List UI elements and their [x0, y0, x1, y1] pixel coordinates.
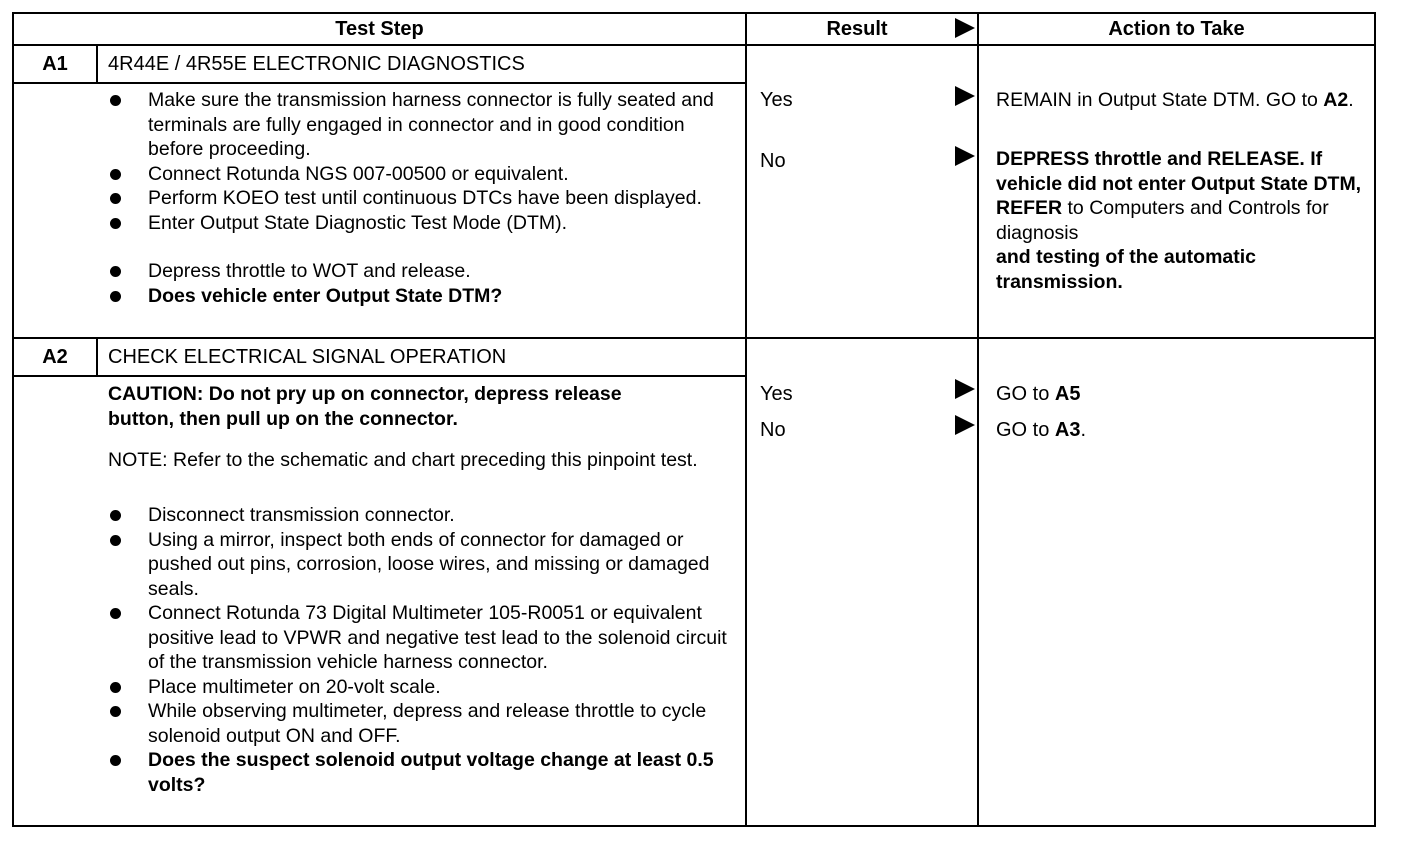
list-item: While observing multimeter, depress and release throttle to cycle solenoid output ON and OFF.	[110, 699, 740, 748]
a2-note: NOTE: Refer to the schematic and chart preceding this pinpoint test.	[108, 449, 698, 471]
refer-keyword: REFER	[996, 197, 1063, 219]
a1-action-yes: REMAIN in Output State DTM. GO to A2.	[996, 89, 1354, 111]
header-action: Action to Take	[1108, 18, 1245, 40]
header-arrow-icon	[955, 18, 975, 38]
a1-result-yes: Yes	[760, 89, 793, 111]
header-test-step: Test Step	[335, 18, 424, 40]
list-item: Perform KOEO test until continuous DTCs have been displayed.	[110, 186, 740, 211]
a2-result-no: No	[760, 419, 786, 441]
id-divider-a1	[96, 44, 98, 84]
pinpoint-test-table	[12, 12, 1376, 827]
id-divider-a2	[96, 339, 98, 377]
list-item: Enter Output State Diagnostic Test Mode (DTM).	[110, 211, 740, 236]
list-item: Using a mirror, inspect both ends of connector for damaged or pushed out pins, corrosion, loose wires, and missing or damaged seals.	[110, 528, 740, 602]
step-id-a1: A1	[42, 53, 68, 75]
a2-title-rule	[14, 375, 747, 377]
step-title-a1: 4R44E / 4R55E ELECTRONIC DIAGNOSTICS	[108, 53, 525, 75]
header-result: Result	[826, 18, 888, 40]
step-id-a2: A2	[42, 346, 68, 368]
a1-result-no: No	[760, 150, 786, 172]
a2-action-no: GO to A3.	[996, 419, 1087, 441]
step-title-a2: CHECK ELECTRICAL SIGNAL OPERATION	[108, 346, 507, 368]
list-item: Disconnect transmission connector.	[110, 503, 740, 528]
list-item: Make sure the transmission harness connector is fully seated and terminals are fully engaged in connector and in good condition before proceeding.	[110, 88, 740, 162]
list-item: Place multimeter on 20-volt scale.	[110, 675, 740, 700]
step-separator-rule	[14, 337, 1374, 339]
ref-a5: A5	[1054, 383, 1081, 405]
list-item-question: Does the suspect solenoid output voltage change at least 0.5 volts?	[110, 748, 740, 797]
arrow-icon	[955, 146, 975, 166]
column-divider-action	[977, 14, 979, 825]
list-item-question: Does vehicle enter Output State DTM?	[110, 284, 740, 309]
list-item: Connect Rotunda NGS 007-00500 or equivalent.	[110, 162, 740, 187]
arrow-icon	[955, 415, 975, 435]
a2-caution: CAUTION: Do not pry up on connector, depress release button, then pull up on the connector.	[108, 383, 622, 430]
list-item: Depress throttle to WOT and release.	[110, 259, 740, 284]
column-divider-result	[745, 14, 747, 825]
arrow-icon	[955, 86, 975, 106]
list-item: Connect Rotunda 73 Digital Multimeter 105-R0051 or equivalent positive lead to VPWR and negative test lead to the solenoid circuit of the transmission vehicle harness connector.	[110, 601, 740, 675]
a1-procedure-list	[110, 88, 740, 308]
a1-title-rule	[14, 82, 747, 84]
header-rule	[14, 44, 1374, 46]
ref-a3: A3	[1054, 419, 1081, 441]
a2-result-yes: Yes	[760, 383, 793, 405]
a1-action-no: DEPRESS throttle and RELEASE. If vehicle did not enter Output State DTM, REFER to Computers and Controls for diagnosis and testing of the automatic transmission.	[996, 148, 1362, 293]
a2-action-yes: GO to A5	[996, 383, 1081, 405]
ref-a2: A2	[1323, 89, 1349, 111]
arrow-icon	[955, 379, 975, 399]
a2-procedure-list	[110, 503, 740, 797]
